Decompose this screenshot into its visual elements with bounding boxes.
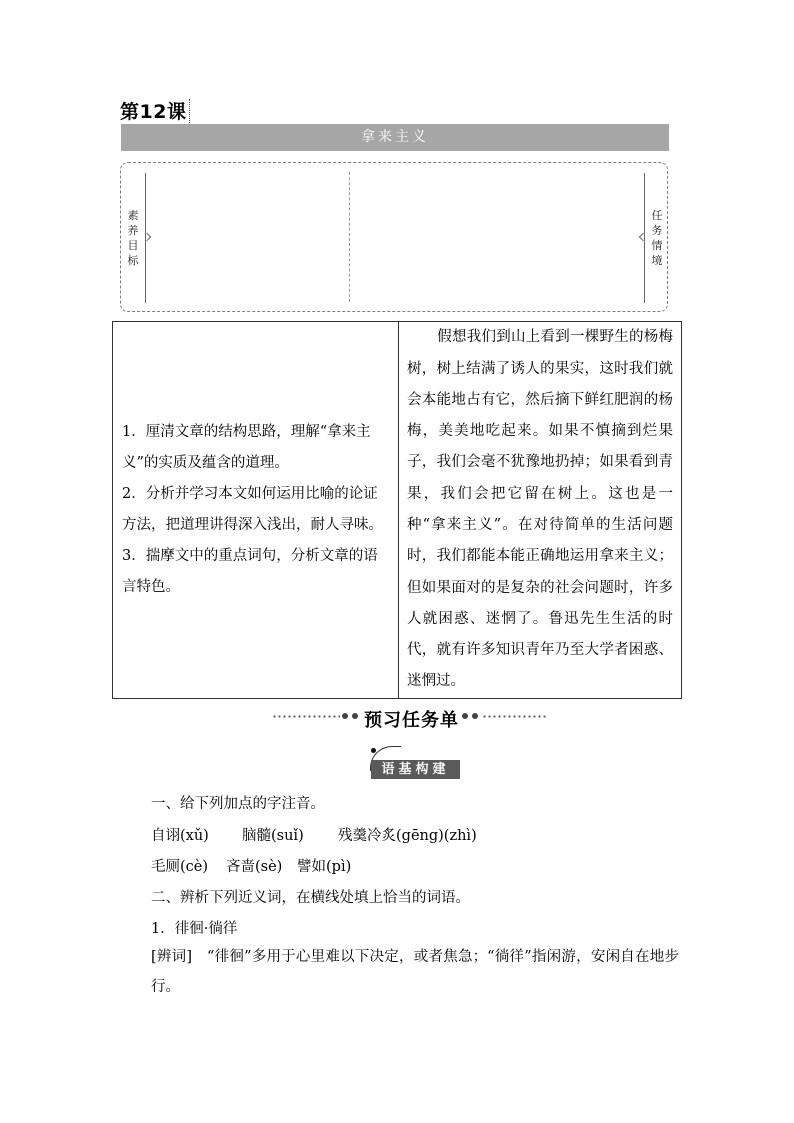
word-distinction-text (151, 942, 679, 1002)
goal-item: 1．厘清文章的结构思路，理解“拿来主义”的实质及蕴含的道理。 (122, 424, 371, 471)
question-2-title: 二、辨析下列近义词，在横线处填上恰当的词语。 (151, 890, 470, 906)
question-2-item-1: 1．徘徊·徜徉 (151, 921, 238, 937)
question-1-title: 一、给下列加点的字注音。 (151, 796, 325, 812)
section-banner (272, 706, 552, 731)
task-context-cell (399, 322, 682, 699)
banner-dot (472, 713, 478, 719)
goal-item: 2．分析并学习本文如何运用比喻的论证方法，把道理讲得深入浅出，耐人寻味。 (122, 486, 383, 533)
dotted-rule-left (272, 715, 340, 718)
goals-frame (120, 162, 668, 312)
pinyin-item: 吝啬(sè) (226, 859, 283, 875)
goals-scenario-table (112, 321, 682, 699)
banner-dot (352, 713, 358, 719)
section-title: 预习任务单 (364, 710, 459, 731)
lesson-title-bar: 拿来主义 (121, 124, 669, 151)
pinyin-item: 譬如(pì) (297, 859, 352, 875)
literacy-goals-label: 素 养 目 标 (127, 209, 139, 267)
badge-dot (371, 748, 376, 753)
literacy-goals-cell (113, 322, 399, 699)
task-context-label: 任 务 情 境 (651, 209, 663, 267)
goal-item: 3．揣摩文中的重点词句，分析文章的语言特色。 (122, 548, 378, 595)
lesson-divider (189, 99, 190, 123)
pinyin-item: 毛厕(cè) (151, 859, 209, 875)
pinyin-item: 残羹冷炙(gēng)(zhì) (338, 828, 477, 844)
banner-dot (342, 713, 348, 719)
word-distinction-body: [辨词] “徘徊”多用于心里难以下决定，或者焦急；“徜徉”指闲游，安闲自在地步行。 (151, 949, 679, 995)
frame-center-divider (349, 172, 350, 302)
lesson-number: 第12课 (120, 101, 187, 123)
pinyin-item: 自诩(xǔ) (151, 828, 209, 844)
dotted-rule-right (482, 715, 548, 718)
banner-dot (462, 713, 468, 719)
scenario-text: 假想我们到山上看到一棵野生的杨梅树，树上结满了诱人的果实，这时我们就会本能地占有它，然后摘下鲜红肥润的杨梅，美美地吃起来。如果不慎摘到烂果子，我们会毫不犹豫地扔掉；如果看到青果，我们会把它留在树上。这也是一种“拿来主义”。在对待简单的生活问题时，我们都能本能正确地运用拿来主义；但如果面对的是复杂的社会问题时，许多人就困惑、迷惘了。鲁迅先生生活的时代，就有许多知识青年乃至大学者困惑、迷惘过。 (407, 329, 673, 690)
section-badge (368, 746, 464, 780)
pinyin-item: 脑髓(suǐ) (242, 828, 304, 844)
badge-label: 语基构建 (371, 760, 460, 779)
